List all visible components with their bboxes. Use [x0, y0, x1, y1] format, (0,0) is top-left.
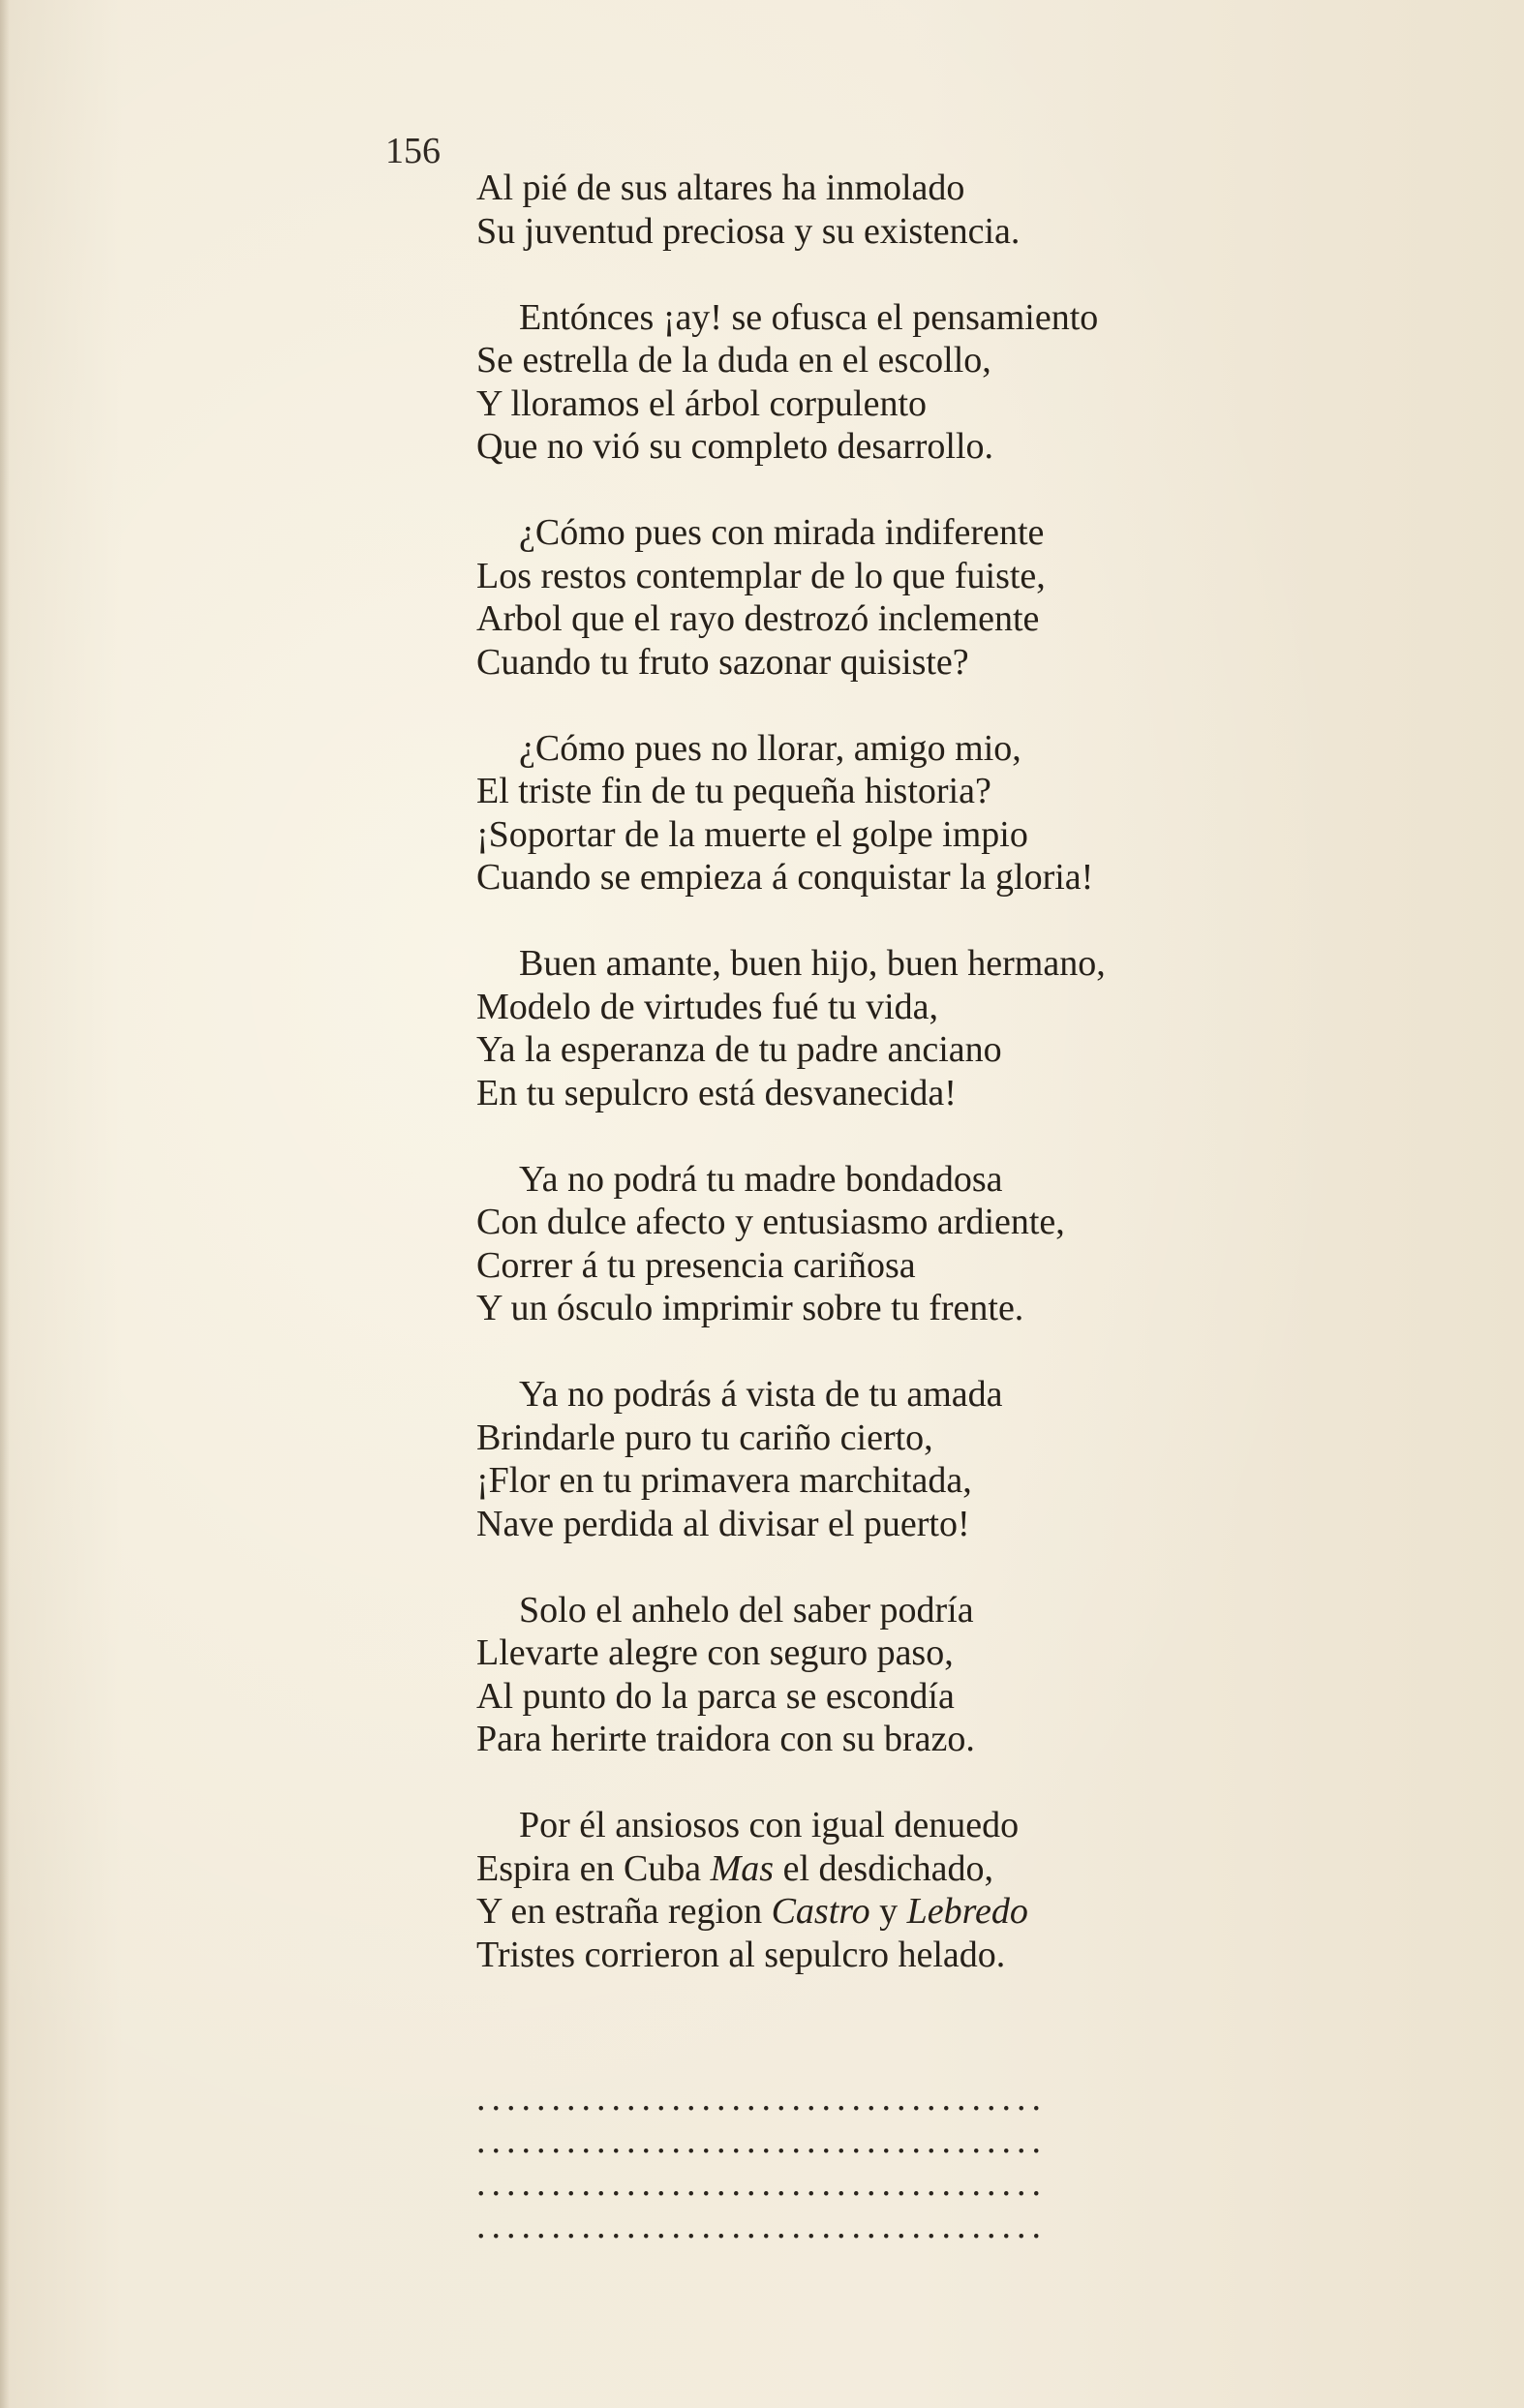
poem-line: ¿Cómo pues con mirada indiferente	[519, 512, 1045, 553]
poem-body	[476, 167, 1251, 2020]
stanza-7	[476, 1373, 1251, 1545]
page-spine-shadow	[0, 0, 10, 2408]
dot-row: ......................................	[476, 2120, 1047, 2161]
poem-line: Correr á tu presencia cariñosa	[476, 1244, 916, 1286]
poem-line: Con dulce afecto y entusiasmo ardiente,	[476, 1202, 1065, 1242]
proper-name-italic: Mas	[710, 1847, 775, 1889]
poem-line: Nave perdida al divisar el puerto!	[476, 1503, 970, 1544]
stanza-5	[476, 942, 1251, 1114]
poem-line: Al punto do la parca se escondía	[476, 1675, 955, 1717]
poem-line: Solo el anhelo del saber podría	[519, 1589, 974, 1631]
stanza-3	[476, 511, 1251, 684]
poem-line: Se estrella de la duda en el escollo,	[476, 340, 991, 381]
poem-text: el desdichado,	[774, 1847, 993, 1889]
poem-line: Ya no podrás á vista de tu amada	[519, 1374, 1003, 1415]
poem-line: Los restos contemplar de lo que fuiste,	[476, 555, 1046, 596]
poem-text: Y en estraña region	[476, 1891, 772, 1932]
proper-name-italic: Castro	[771, 1891, 870, 1932]
poem-line: En tu sepulcro está desvanecida!	[476, 1072, 957, 1113]
stanza-2	[476, 296, 1251, 469]
poem-text: y	[869, 1891, 907, 1932]
stanza-8	[476, 1589, 1251, 1761]
poem-line: Ya la esperanza de tu padre anciano	[476, 1029, 1002, 1070]
poem-line: ¡Soportar de la muerte el golpe impio	[476, 813, 1028, 855]
poem-line: Buen amante, buen hijo, buen hermano,	[519, 943, 1106, 984]
poem-line: Y lloramos el árbol corpulento	[476, 382, 928, 424]
page-number: 156	[385, 131, 441, 171]
poem-line: Su juventud preciosa y su existencia.	[476, 210, 1021, 252]
poem-line: ¡Flor en tu primavera marchitada,	[476, 1460, 972, 1501]
dot-row: ......................................	[476, 2163, 1047, 2204]
poem-text: Espira en Cuba	[476, 1847, 711, 1889]
poem-line	[476, 1847, 1251, 1891]
poem-line: Brindarle puro tu cariño cierto,	[476, 1417, 933, 1458]
poem-line: Para herirte traidora con su brazo.	[476, 1719, 975, 1759]
stanza-6	[476, 1158, 1251, 1330]
poem-line: Que no vió su completo desarrollo.	[476, 426, 994, 467]
stanza-9	[476, 1804, 1251, 1976]
poem-line: Cuando se empieza á conquistar la gloria!	[476, 857, 1094, 898]
poem-line: Al pié de sus altares ha inmolado	[476, 168, 965, 208]
stanza-1	[476, 167, 1251, 253]
poem-line: El triste fin de tu pequeña historia?	[476, 771, 991, 811]
poem-line: Modelo de virtudes fué tu vida,	[476, 986, 939, 1027]
poem-line: Llevarte alegre con seguro paso,	[476, 1632, 954, 1673]
poem-line	[476, 1890, 1251, 1934]
ellipsis-rows	[476, 2077, 1193, 2247]
poem-line: Y un ósculo imprimir sobre tu frente.	[476, 1288, 1024, 1328]
stanza-4	[476, 727, 1251, 899]
poem-line: Arbol que el rayo destrozó inclemente	[476, 598, 1040, 639]
poem-line: Por él ansiosos con igual denuedo	[519, 1805, 1020, 1845]
poem-line: Tristes corrieron al sepulcro helado.	[476, 1934, 1006, 1975]
poem-line: ¿Cómo pues no llorar, amigo mio,	[519, 727, 1021, 769]
poem-line: Cuando tu fruto sazonar quisiste?	[476, 641, 969, 683]
poem-line: Ya no podrá tu madre bondadosa	[519, 1158, 1003, 1200]
proper-name-italic: Lebredo	[906, 1891, 1028, 1932]
dot-row: ......................................	[476, 2206, 1047, 2246]
dot-row: ......................................	[476, 2078, 1047, 2118]
poem-line: Entónces ¡ay! se ofusca el pensamiento	[519, 296, 1099, 338]
